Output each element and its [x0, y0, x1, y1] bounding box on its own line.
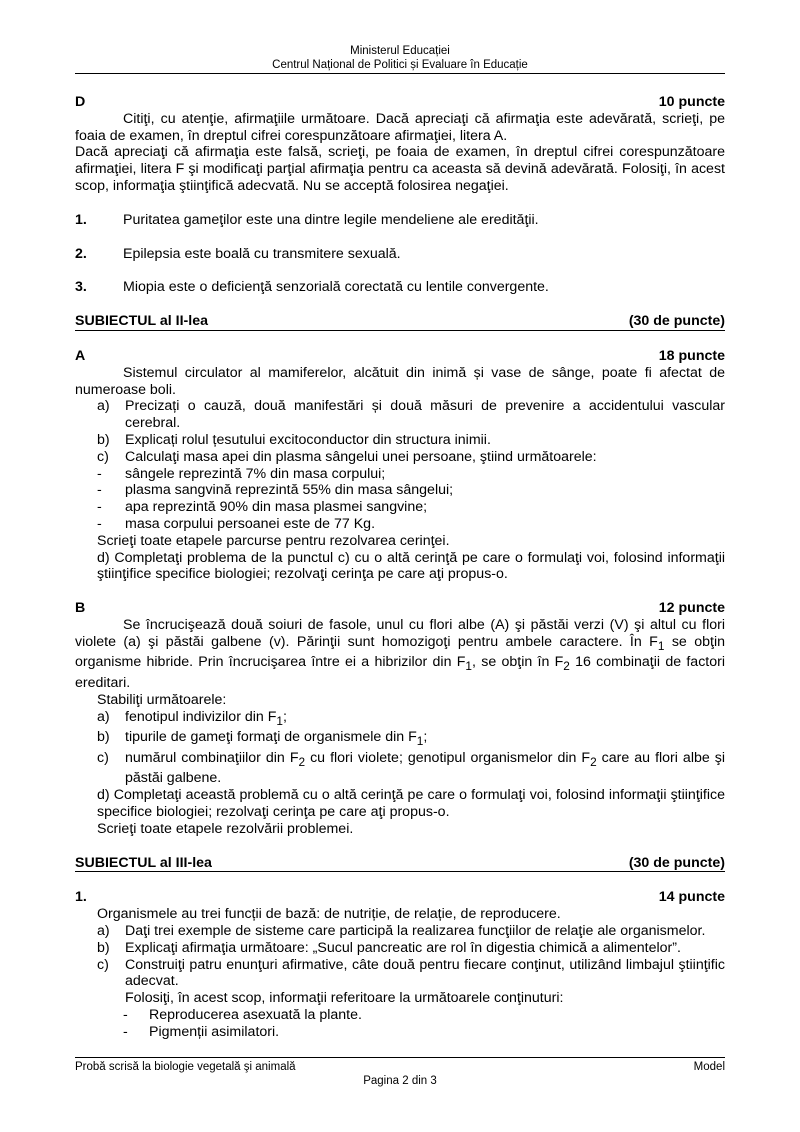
content-text: Pigmenții asimilatori.	[149, 1023, 280, 1040]
header-ministry: Ministerul Educației	[350, 45, 450, 57]
task-label: b)	[97, 939, 110, 956]
section-letter: B	[75, 600, 86, 617]
task-text-part: tipurile de gameţi formaţi de organismele din F	[125, 729, 417, 746]
statement-text: Puritatea gameţilor este una dintre legile mendeliene ale eredităţii.	[123, 211, 539, 228]
section-b	[75, 600, 725, 838]
header-center: Centrul Național de Politici și Evaluare în Educație	[272, 59, 528, 71]
condition-item	[75, 499, 725, 516]
task-label: c)	[97, 749, 109, 766]
section-points: 18 puncte	[658, 347, 725, 364]
condition-item	[75, 466, 725, 483]
dash-marker: -	[97, 482, 102, 499]
task-text-part: care au flori albe şi păstăi galbene.	[125, 749, 725, 787]
statement-3	[75, 279, 725, 296]
subscript: 1	[416, 734, 424, 749]
intro-text: se obţin organisme hibride. Prin încrucişarea între ei a hibrizilor din F	[75, 633, 725, 671]
section-number: 1.	[75, 889, 87, 906]
dash-marker: -	[97, 515, 102, 532]
subscript: 2	[590, 754, 597, 769]
statement-number: 1.	[75, 211, 87, 228]
task-b	[75, 432, 725, 449]
task-text: Calculaţi masa apei din plasma sângelui unei persoane, ştiind următoarele:	[125, 448, 597, 465]
dash-marker: -	[123, 1007, 128, 1023]
task-label: b)	[97, 729, 110, 746]
statement-number: 2.	[75, 245, 87, 262]
subscript: 2	[298, 754, 306, 769]
task-text	[125, 750, 725, 787]
task-d: d) Completaţi această problemă cu o altă cerinţă pe care o formulaţi voi, folosind informaţii ştiinţifice specifice biologiei; rezolvaţi cerinţa pe care aţi propus-o.	[97, 787, 725, 821]
task-text: tipurile de gameţi formaţi de organismele din $F_1$;	[125, 729, 428, 749]
statement-text: Miopia este o deficienţă senzorială corectată cu lentile convergente.	[123, 279, 549, 296]
task-text: Explicaţi afirmaţia următoare: „Sucul pancreatic are rol în digestia chimică a alimentelor”.	[125, 939, 681, 956]
task-text-part: cu flori violete; genotipul organismelor din F	[305, 749, 591, 766]
statement-1	[75, 212, 725, 229]
content-item	[75, 1024, 725, 1041]
task-d: d) Completaţi problema de la punctul c) cu o altă cerinţă pe care o formulaţi voi, folosind informaţii ştiinţifice specifice biologiei; rezolvaţi cerinţa pe care aţi propus-o.	[97, 549, 725, 583]
task-text: fenotipul indivizilor din $F_1$;	[125, 708, 287, 728]
content-item	[75, 1007, 725, 1024]
condition-text: plasma sangvină reprezintă 55% din masa sângelui;	[125, 482, 454, 499]
statement-2	[75, 246, 725, 263]
task-label: a)	[97, 708, 110, 725]
subject-title: SUBIECTUL al II-lea	[75, 313, 208, 330]
subscript: 1	[657, 638, 665, 653]
section-1	[75, 889, 725, 1040]
footer-page-number: Pagina 2 din 3	[363, 1075, 437, 1087]
footer-divider	[75, 1057, 725, 1058]
task-text-part: fenotipul indivizilor din F	[125, 708, 277, 725]
page-header	[75, 44, 725, 72]
intro-text: Se încrucişează două soiuri de fasole, unul cu flori albe (A) şi păstăi verzi (V) şi altul cu flori violete (a) şi păstăi galbene (v). Părinţii sunt homozigoţi pentru ambele caractere. În F	[75, 616, 725, 650]
intro-text: 16 combinaţii de factori ereditari.	[75, 654, 726, 691]
section-letter: A	[75, 347, 86, 364]
task-label: c)	[97, 448, 109, 465]
section-b-intro	[75, 617, 725, 692]
section-1-heading	[75, 889, 725, 906]
task-label: b)	[97, 431, 110, 448]
task-a	[75, 398, 725, 432]
task-a	[75, 923, 725, 940]
condition-text: apa reprezintă 90% din masa plasmei sangvine;	[125, 499, 428, 516]
subject-2-title	[75, 313, 725, 331]
task-text: Precizați o cauză, două manifestări și două măsuri de prevenire a accidentului vascular cerebral.	[125, 398, 725, 432]
task-a	[75, 709, 725, 730]
header-divider	[75, 73, 725, 74]
task-text: Daţi trei exemple de sisteme care participă la realizarea funcţiilor de relaţie ale organismelor.	[125, 923, 706, 940]
statement-text: Epilepsia este boală cu transmitere sexuală.	[123, 245, 401, 262]
condition-text: sângele reprezintă 7% din masa corpului;	[125, 465, 386, 482]
section-d-heading	[75, 94, 725, 111]
section-a-intro: Sistemul circulator al mamiferelor, alcătuit din inimă și vase de sânge, poate fi afectat de numeroase boli.	[75, 364, 725, 398]
subject-3-title	[75, 855, 725, 873]
page-content	[75, 94, 725, 1041]
task-label: a)	[97, 398, 110, 415]
subject-title: SUBIECTUL al III-lea	[75, 854, 212, 871]
subject-points: (30 de puncte)	[628, 313, 725, 330]
section-points: 10 puncte	[658, 94, 725, 110]
section-1-intro: Organismele au trei funcții de bază: de nutriție, de relație, de reproducere.	[97, 906, 561, 923]
establish-label: Stabiliţi următoarele:	[97, 691, 227, 708]
task-label: c)	[97, 956, 109, 973]
task-c	[75, 957, 725, 991]
section-d-intro: Citiţi, cu atenţie, afirmaţiile următoare. Dacă apreciaţi că afirmaţia este adevărată, scrieţi, pe foaia de examen, în dreptul cifrei corespunzătoare afirmaţiei, litera A.	[75, 110, 725, 144]
section-points: 12 puncte	[658, 600, 725, 617]
section-a-heading	[75, 348, 725, 365]
statement-number: 3.	[75, 279, 87, 296]
write-steps-note: Scrieţi toate etapele parcurse pentru rezolvarea cerinţei.	[97, 532, 450, 549]
condition-text: masa corpului persoanei este de 77 Kg.	[125, 515, 376, 532]
section-a	[75, 348, 725, 583]
condition-item	[75, 482, 725, 499]
subject-points: (30 de puncte)	[628, 854, 725, 871]
content-text: Reproducerea asexuată la plante.	[149, 1007, 362, 1023]
footer-model-label: Model	[693, 1061, 725, 1073]
task-c	[75, 449, 725, 466]
write-steps-note: Scrieţi toate etapele rezolvării problemei.	[97, 820, 354, 837]
task-b	[75, 940, 725, 957]
dash-marker: -	[97, 499, 102, 516]
task-text: Construiţi patru enunţuri afirmative, câte două pentru fiecare conţinut, utilizând limbajul ştiinţific adecvat.	[125, 956, 725, 990]
task-text: Explicați rolul țesutului excitoconductor din structura inimii.	[125, 431, 491, 448]
subscript: 1	[465, 659, 473, 674]
dash-marker: -	[97, 465, 102, 482]
task-label: a)	[97, 923, 110, 940]
footer-exam-name: Probă scrisă la biologie vegetală şi animală	[75, 1061, 296, 1073]
section-b-heading	[75, 600, 725, 617]
intro-text: , se obţin în F	[472, 654, 564, 671]
task-text-part: numărul combinaţiilor din F	[125, 749, 299, 766]
task-c	[75, 750, 725, 787]
section-d-instructions: Dacă apreciaţi că afirmaţia este falsă, scrieţi, pe foaia de examen, în dreptul cifrei corespunzătoare afirmaţiei, litera F şi modificaţi parţial afirmaţia pentru ca aceasta să devină adevărată. Folosiţi, în acest scop, informaţia ştiinţifică adecvată. Nu se acceptă folosirea negaţiei.	[75, 144, 725, 194]
condition-item	[75, 516, 725, 533]
section-letter: D	[75, 94, 86, 110]
dash-marker: -	[123, 1023, 128, 1040]
section-points: 14 puncte	[658, 889, 725, 906]
task-b	[75, 729, 725, 750]
use-content-note: Folosiţi, în acest scop, informaţii referitoare la următoarele conţinuturi:	[125, 990, 564, 1007]
subscript: 2	[563, 659, 570, 674]
subscript: 1	[276, 713, 284, 728]
